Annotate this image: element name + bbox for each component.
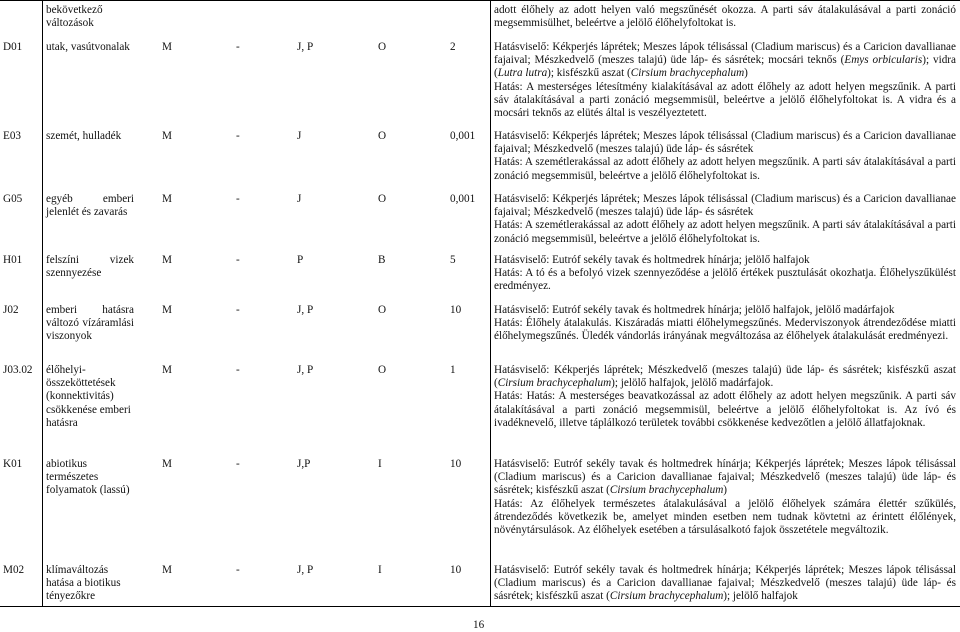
threat-code: H01 — [3, 254, 23, 266]
affected-percent: 5 — [450, 254, 456, 266]
threat-code: K01 — [3, 458, 23, 470]
impact-description — [494, 458, 956, 537]
description-paragraph — [494, 498, 956, 538]
impact-timing: J, P — [297, 364, 314, 376]
impact-description — [494, 364, 956, 430]
species-name: Cirsium brachycephalum — [630, 67, 745, 80]
impact-scope: O — [378, 41, 387, 53]
impact-type: M — [162, 41, 172, 53]
impact-type: M — [162, 564, 172, 576]
impact-timing: J — [297, 130, 302, 142]
impact-timing: J, P — [297, 564, 314, 576]
description-paragraph — [494, 254, 956, 267]
threat-code: J03.02 — [3, 364, 33, 376]
impact-scope: I — [378, 458, 382, 470]
description-text: Hatásviselő: Eutróf sekély tavak és holtmedrek hínárja; jelölő halfajok — [494, 254, 810, 266]
threat-name: utak, vasútvonalak — [46, 41, 130, 53]
impact-type: M — [162, 364, 172, 376]
threat-name: egyéb emberi jelenlét és zavarás — [46, 193, 134, 219]
impact-description — [494, 4, 956, 30]
impact-type: M — [162, 130, 172, 142]
impact-type: M — [162, 458, 172, 470]
row-divider — [0, 0, 960, 1]
threat-code: J02 — [3, 304, 19, 316]
impact-description — [494, 193, 956, 246]
page-number: 16 — [473, 619, 485, 631]
description-text: Hatás: A tó és a befolyó vizek szennyeződése a jelölő értékek pusztulását okozhatja. Élőhelyszűkülést eredményez. — [494, 267, 956, 293]
description-paragraph — [494, 304, 956, 317]
description-text: Hatás: A szemétlerakással az adott élőhely az adott helyen megszűnik. A parti sáv átalakításával a parti zonáció megsemmisül, beleértve a jelölő élőhelyfoltokat is. — [494, 156, 956, 182]
description-text: Hatásviselő: Kékperjés láprétek; Meszes lápok télisással (Cladium mariscus) és a Caricion davallianae fajaival; Mészkedvelő (meszes talajú) üde láp- és sásrétek — [494, 193, 956, 219]
threat-name: élőhelyi-összeköttetések (konnektivitás) csökkenése emberi hatásra — [46, 364, 131, 429]
impact-description — [494, 130, 956, 183]
species-name: Cirsium brachycephalum — [609, 590, 724, 603]
affected-percent: 0,001 — [450, 193, 476, 205]
impact-marker: - — [236, 41, 240, 53]
species-name: Emys orbicularis — [844, 54, 923, 67]
species-name: Cirsium brachycephalum — [609, 484, 724, 497]
threat-name: felszíni vizek szennyezése — [46, 254, 134, 280]
description-paragraph — [494, 130, 956, 156]
threat-code: E03 — [3, 130, 22, 142]
threat-code: D01 — [3, 41, 23, 53]
description-paragraph — [494, 81, 956, 121]
description-text: Hatás: A szemétlerakással az adott élőhely az adott helyen megszűnik. A parti sáv átalakításával a parti zonáció megsemmisül, beleértve a jelölő élőhelyfoltokat is. — [494, 219, 956, 245]
description-text: ); vidra ( — [494, 54, 956, 80]
impact-timing: J, P — [297, 304, 314, 316]
impact-type: M — [162, 254, 172, 266]
description-text: Hatásviselő: Eutróf sekély tavak és holtmedrek hínárja; Kékperjés láprétek; Meszes lápok télisással (Cladium mariscus) és a Caricion davallianae fajaival; Mészkedvelő (meszes talajú) üde láp- és sásrétek; kisfészkű aszat ( — [494, 564, 956, 603]
impact-type: M — [162, 193, 172, 205]
description-text: Hatás: Az élőhelyek természetes átalakulásával a jelölő élőhelyek számára élettér szűkülés, átrendeződés következik be, amelyet minden esetben nem tudnak kövtetni az érintett élőlények, növénytársulások. Az élőhelyek esetében a társulásalkotó fajok összetétele megváltozik. — [494, 497, 956, 537]
impact-marker: - — [236, 130, 240, 142]
description-text: Hatás: Élőhely átalakulás. Kiszáradás miatti élőhelymegszűnés. Mederviszonyok átrendeződése miatti élőhelymegszűnés. Üledék vándorlás irányának megváltozása az élőhelyek átalakulását eredményezi. — [494, 317, 956, 343]
threat-name: klímaváltozás hatása a biotikus tényezőkre — [46, 564, 121, 603]
impact-scope: O — [378, 130, 387, 142]
description-paragraph — [494, 564, 956, 604]
impact-scope: I — [378, 564, 382, 576]
impact-scope: O — [378, 193, 387, 205]
description-paragraph — [494, 219, 956, 245]
impact-marker: - — [236, 364, 240, 376]
description-text: Hatásviselő: Eutróf sekély tavak és holtmedrek hínárja; jelölő halfajok, jelölő madárfajok — [494, 304, 895, 316]
affected-percent: 10 — [450, 564, 462, 576]
threat-code: M02 — [3, 564, 25, 576]
description-text: Hatásviselő: Eutróf sekély tavak és holtmedrek hínárja; Kékperjés láprétek; Meszes lápok télisással (Cladium mariscus) és a Caricion davallianae fajaival; Mészkedvelő (meszes talajú) üde láp- és sásrétek; kisfészkű aszat ( — [494, 458, 956, 497]
species-name: Cirsium brachycephalum — [497, 377, 612, 390]
species-name: Lutra lutra — [497, 67, 548, 80]
description-text: Hatásviselő: Kékperjés láprétek; Meszes lápok télisással (Cladium mariscus) és a Caricion davallianae fajaival; Mészkedvelő (meszes talajú) üde láp- és sásrétek — [494, 130, 956, 156]
affected-percent: 10 — [450, 458, 462, 470]
impact-marker: - — [236, 458, 240, 470]
threat-name: abiotikus természetes folyamatok (lassú) — [46, 458, 130, 497]
description-paragraph — [494, 267, 956, 293]
impact-timing: J,P — [297, 458, 311, 470]
impact-timing: J — [297, 193, 302, 205]
row-divider — [0, 606, 960, 607]
description-text: Hatásviselő: Kékperjés láprétek; Mészkedvelő (meszes talajú) üde láp- és sásrétek; kisfészkű aszat ( — [494, 364, 956, 390]
threat-code: G05 — [3, 193, 23, 205]
impact-marker: - — [236, 304, 240, 316]
description-paragraph — [494, 193, 956, 219]
description-text: Hatás: A mesterséges létesítmény kialakításával az adott élőhely az adott helyen megszűnik. A parti sáv átalakításával a parti zonáció megsemmisül, beleértve a jelölő élőhelyfoltokat is. A vidra és a mocsári teknős az elütés által is veszélyeztetett. — [494, 80, 956, 120]
impact-scope: O — [378, 304, 387, 316]
impact-description — [494, 564, 956, 604]
impact-scope: O — [378, 364, 387, 376]
description-text: adott élőhely az adott helyen való megszűnését okozza. A parti sáv átalakulásával a parti zonáció megsemmisülhet, beleértve a jelölő élőhelyfoltokat is. — [494, 4, 956, 30]
description-text: Hatás: Hatás: A mesterséges beavatkozással az adott élőhely az adott helyen megszűnik. A parti sáv átalakításával a parti zonáció megsemmisül, beleértve a jelölő élőhelyfoltokat is. Az ívó és ivadéknevelő, illetve táplálkozó területek további csökkenése kedvezőtlen a jelölő állatfajoknak. — [494, 390, 956, 429]
impact-marker: - — [236, 254, 240, 266]
description-paragraph — [494, 458, 956, 498]
affected-percent: 1 — [450, 364, 456, 376]
impact-marker: - — [236, 193, 240, 205]
impact-description — [494, 41, 956, 120]
affected-percent: 2 — [450, 41, 456, 53]
affected-percent: 10 — [450, 304, 462, 316]
description-paragraph — [494, 317, 956, 343]
description-paragraph — [494, 156, 956, 182]
description-paragraph — [494, 364, 956, 390]
impact-description — [494, 304, 956, 344]
description-paragraph — [494, 390, 956, 430]
column-divider — [42, 0, 43, 606]
impact-description — [494, 254, 956, 294]
column-divider — [490, 0, 491, 606]
impact-timing: J, P — [297, 41, 314, 53]
description-paragraph — [494, 41, 956, 81]
description-text: ); kisfészkű aszat ( — [547, 67, 631, 80]
threat-name: emberi hatásra változó vízáramlási viszonyok — [46, 304, 134, 343]
description-text: ) — [723, 484, 728, 497]
description-text: ) — [744, 67, 748, 80]
threat-name: bekövetkező változások — [46, 4, 103, 30]
description-text: ); jelölő halfajok, jelölő madárfajok. — [611, 377, 774, 390]
impact-marker: - — [236, 564, 240, 576]
impact-scope: B — [378, 254, 386, 266]
impact-type: M — [162, 304, 172, 316]
description-text: Hatásviselő: Kékperjés láprétek; Meszes lápok télisással (Cladium mariscus) és a Caricion davallianae fajaival; Mészkedvelő (meszes talajú) üde láp- és sásrétek; mocsári teknős ( — [494, 41, 956, 67]
description-paragraph — [494, 4, 956, 30]
impact-timing: P — [297, 254, 304, 266]
description-text: ); jelölő halfajok — [723, 590, 798, 603]
threat-name: szemét, hulladék — [46, 130, 122, 142]
affected-percent: 0,001 — [450, 130, 476, 142]
